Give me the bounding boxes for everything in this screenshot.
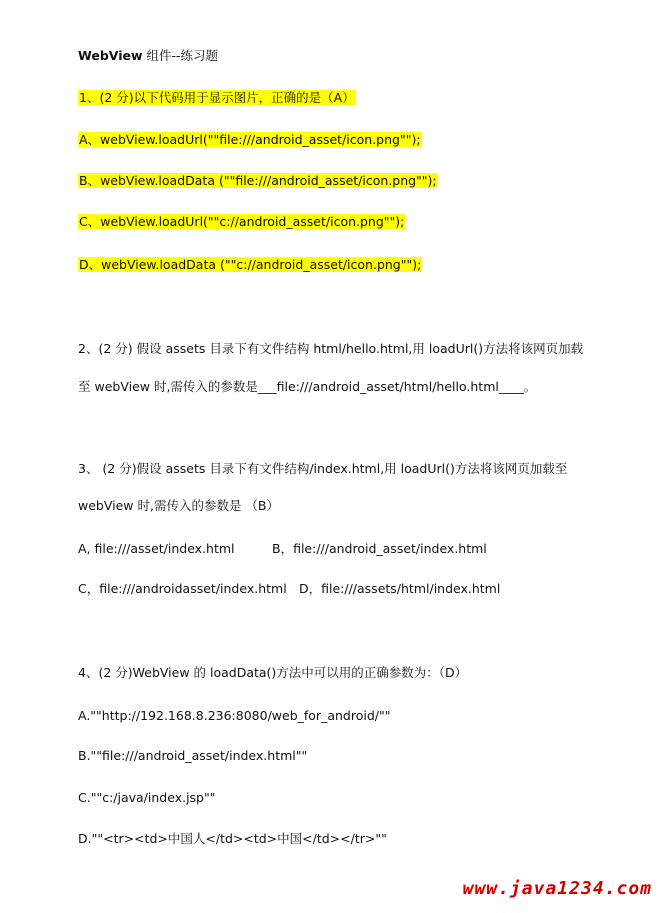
q1-option-a bbox=[78, 131, 422, 149]
q1-option-d bbox=[78, 256, 422, 274]
title-bold: WebView bbox=[78, 48, 143, 63]
page-title bbox=[78, 47, 218, 65]
site-watermark: www.java1234.com bbox=[462, 878, 652, 899]
q4-option-d: D.""<tr><td>中国人</td><td>中国</td></tr>"" bbox=[78, 831, 387, 846]
q3-option-a: A, file:///asset/index.html bbox=[78, 541, 235, 556]
q2-line2: 至 webView 时,需传入的参数是___file:///android_asset/html/hello.html____。 bbox=[78, 379, 537, 394]
q4-option-c: C.""c:/java/index.jsp"" bbox=[78, 790, 216, 805]
q3-line2: webView 时,需传入的参数是 （B） bbox=[78, 498, 280, 513]
q3-option-c: C，file:///androidasset/index.html bbox=[78, 581, 287, 596]
q2-line1: 2、(2 分) 假设 assets 目录下有文件结构 html/hello.html,用 loadUrl()方法将该网页加载 bbox=[78, 341, 584, 356]
q1-option-d-text: D、webView.loadData (""c://android_asset/icon.png""); bbox=[79, 257, 422, 272]
q1-question bbox=[78, 89, 356, 107]
q1-option-b-text: B、webView.loadData (""file:///android_asset/icon.png""); bbox=[79, 173, 437, 188]
q1-option-c-text: C、webView.loadUrl(""c://android_asset/icon.png""); bbox=[79, 214, 405, 229]
q3-option-d: D，file:///assets/html/index.html bbox=[299, 581, 501, 596]
q4-option-a: A.""http://192.168.8.236:8080/web_for_android/"" bbox=[78, 708, 391, 723]
q3-option-b: B，file:///android_asset/index.html bbox=[272, 541, 487, 556]
q4-option-b: B.""file:///android_asset/index.html"" bbox=[78, 748, 308, 763]
q1-option-b bbox=[78, 172, 438, 190]
q1-option-a-text: A、webView.loadUrl(""file:///android_asset/icon.png""); bbox=[79, 132, 421, 147]
q1-option-c bbox=[78, 213, 405, 231]
title-rest: 组件--练习题 bbox=[142, 48, 219, 63]
q1-question-text: 1、(2 分)以下代码用于显示图片，正确的是（A） bbox=[79, 90, 355, 105]
q3-line1: 3、 (2 分)假设 assets 目录下有文件结构/index.html,用 loadUrl()方法将该网页加载至 bbox=[78, 461, 568, 476]
q4-question: 4、(2 分)WebView 的 loadData()方法中可以用的正确参数为：（D） bbox=[78, 665, 468, 680]
